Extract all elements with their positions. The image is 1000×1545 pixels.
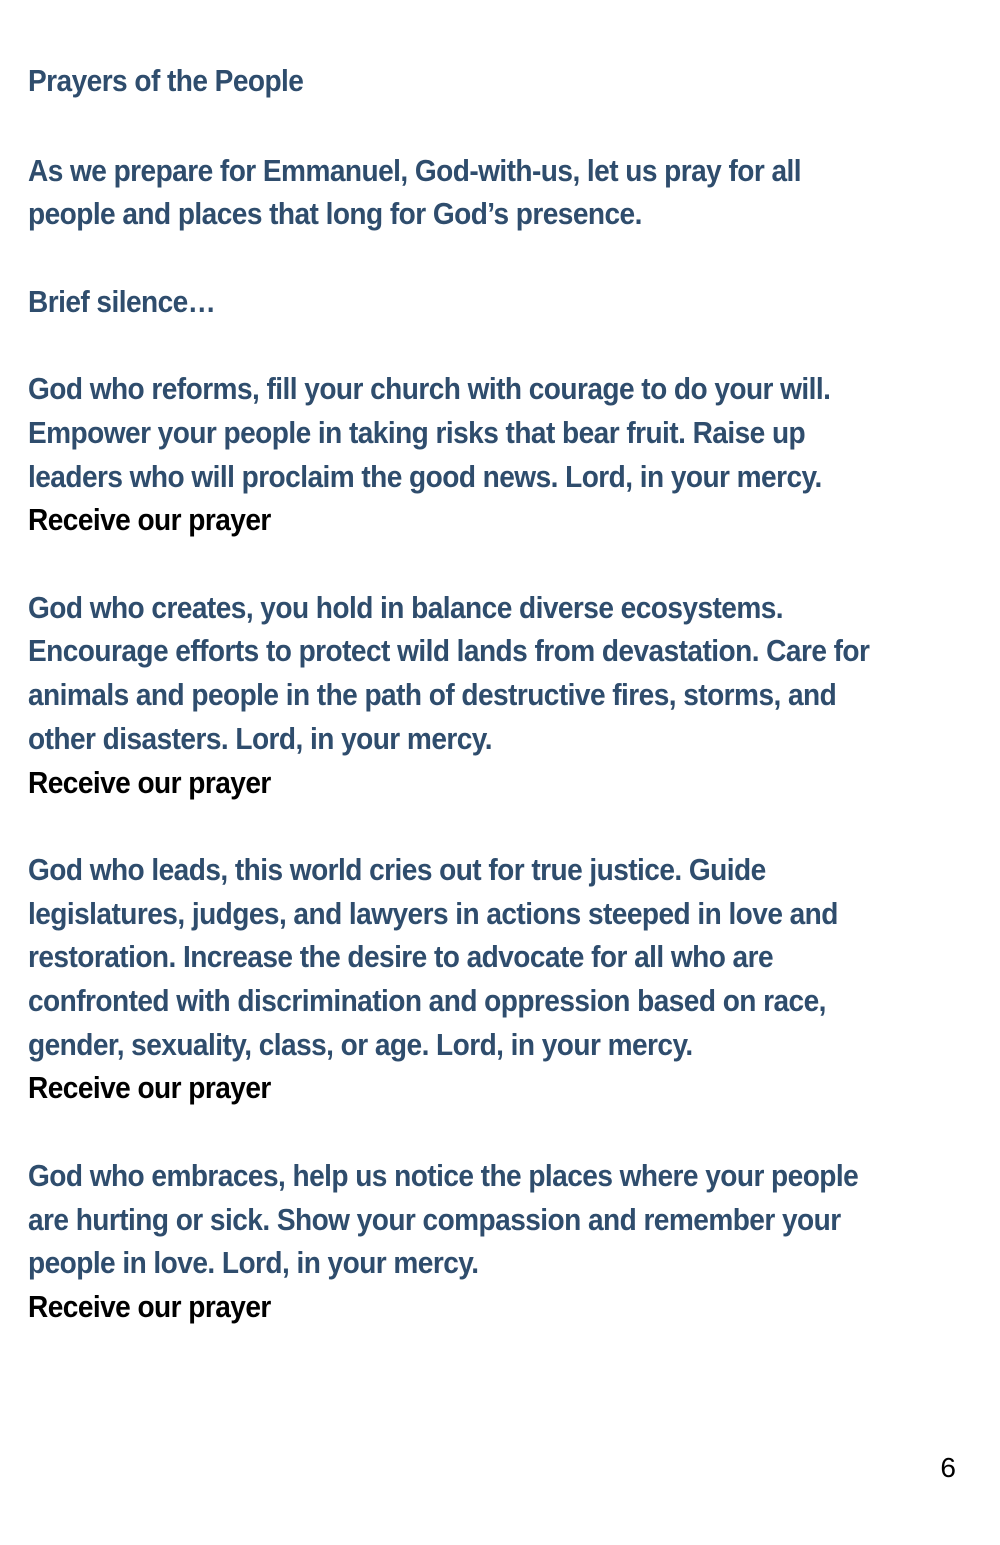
prayer-text: God who creates, you hold in balance diverse ecosystems. Encourage efforts to protect wild lands from devastation. Care for animals and people in the path of destructive fires, storms, and other disasters. Lord, in your mercy.: [28, 590, 870, 756]
prayer-text: God who leads, this world cries out for true justice. Guide legislatures, judges, and lawyers in actions steeped in love and restoration. Increase the desire to advocate for all who are confronted with discrimination and oppression based on race, gender, sexuality, class, or age. Lord, in your mercy.: [28, 852, 838, 1062]
prayer-block-reforms: [28, 368, 893, 543]
prayer-response: Receive our prayer: [28, 1071, 271, 1106]
prayer-response: Receive our prayer: [28, 503, 271, 538]
prayer-text: God who reforms, fill your church with courage to do your will. Empower your people in taking risks that bear fruit. Raise up leaders who will proclaim the good news. Lord, in your mercy.: [28, 372, 831, 494]
prayer-block-embraces: [28, 1155, 893, 1330]
prayer-response: Receive our prayer: [28, 765, 271, 800]
prayer-block-leads: [28, 849, 893, 1111]
silence-note: Brief silence…: [28, 284, 216, 319]
page-title: Prayers of the People: [28, 64, 304, 98]
prayer-text: God who embraces, help us notice the places where your people are hurting or sick. Show your compassion and remember your people in love. Lord, in your mercy.: [28, 1158, 859, 1281]
prayer-response: Receive our prayer: [28, 1289, 271, 1324]
page-number: 6: [940, 1452, 956, 1483]
intro-paragraph: As we prepare for Emmanuel, God-with-us, let us pray for all people and places that long for God’s presence.: [28, 153, 802, 232]
prayer-block-creates: [28, 587, 893, 806]
prayer-document: [28, 60, 893, 1373]
